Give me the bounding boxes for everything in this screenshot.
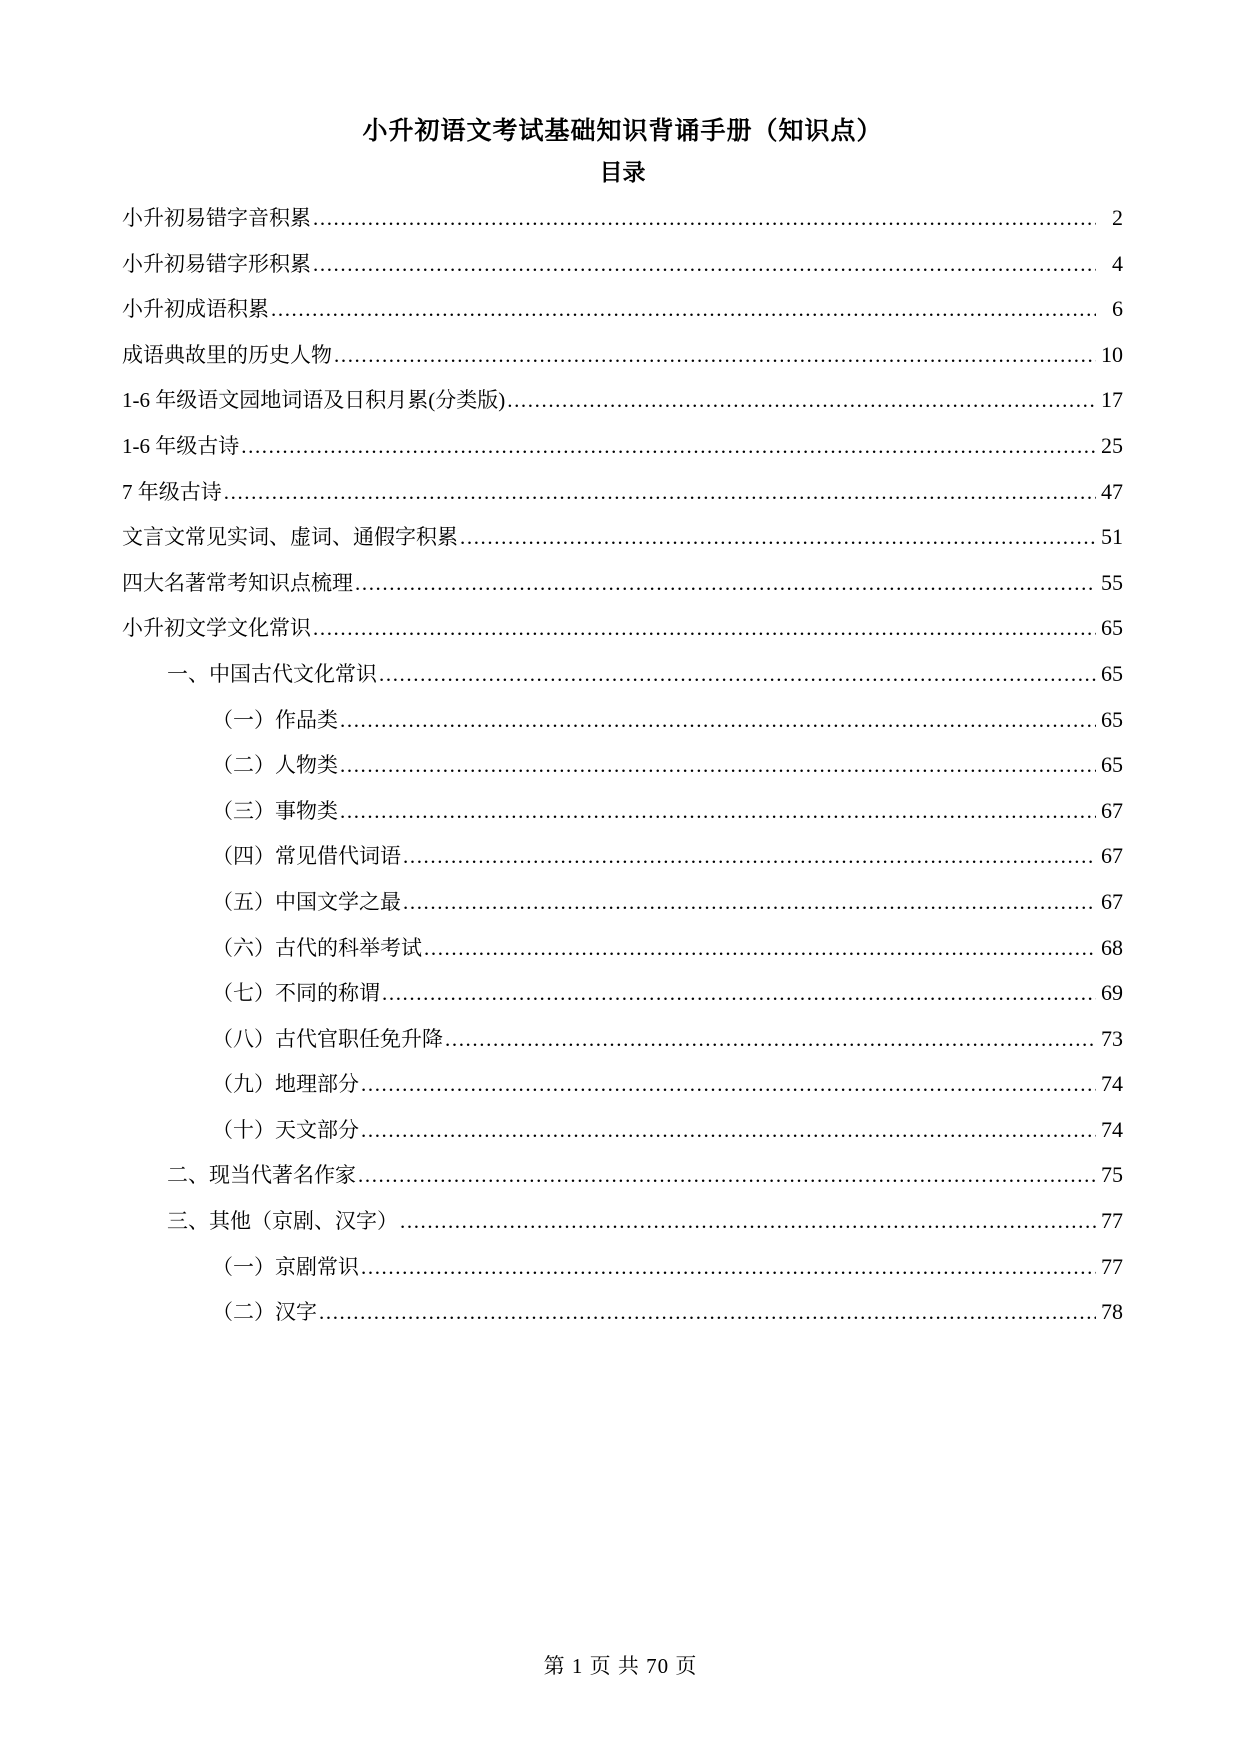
toc-entry[interactable]	[122, 1068, 1123, 1114]
toc-entry[interactable]	[122, 430, 1123, 476]
toc-leader-dots	[313, 616, 1096, 641]
toc-entry[interactable]	[122, 658, 1123, 704]
page-footer: 第 1 页 共 70 页	[543, 1654, 698, 1678]
toc-entry-page: 4	[1112, 250, 1123, 276]
toc-entry[interactable]	[122, 1205, 1123, 1251]
toc-entry-label: （三）事物类	[212, 798, 338, 823]
toc-entry-page: 77	[1101, 1208, 1123, 1234]
toc-leader-dots	[361, 1118, 1096, 1143]
toc-leader-dots	[355, 571, 1096, 596]
toc-leader-dots	[403, 844, 1096, 869]
toc-entry-page: 65	[1101, 660, 1123, 686]
toc-entry-page: 55	[1101, 569, 1123, 595]
toc-entry-page: 10	[1101, 341, 1123, 367]
toc-entry[interactable]	[122, 1251, 1123, 1297]
toc-entry-page: 47	[1101, 478, 1123, 504]
toc-entry-label: 7 年级古诗	[122, 479, 222, 504]
page-content	[122, 0, 1123, 1342]
toc-entry[interactable]	[122, 840, 1123, 886]
toc-entry-label: 1-6 年级古诗	[122, 433, 240, 458]
toc-entry-label: 二、现当代著名作家	[167, 1163, 356, 1188]
toc-entry-label: 1-6 年级语文园地词语及日积月累(分类版)	[122, 388, 506, 413]
toc-entry-page: 78	[1101, 1299, 1123, 1325]
toc-entry[interactable]	[122, 202, 1123, 248]
toc-entry-label: （五）中国文学之最	[212, 889, 401, 914]
toc-entry[interactable]	[122, 384, 1123, 430]
toc-entry-page: 51	[1101, 524, 1123, 550]
toc-entry[interactable]	[122, 1023, 1123, 1069]
toc-list	[122, 202, 1123, 1342]
toc-leader-dots	[358, 1163, 1096, 1188]
toc-entry[interactable]	[122, 476, 1123, 522]
toc-entry-page: 74	[1101, 1071, 1123, 1097]
toc-entry[interactable]	[122, 795, 1123, 841]
toc-leader-dots	[340, 753, 1096, 778]
toc-leader-dots	[224, 480, 1096, 505]
toc-entry-page: 75	[1101, 1162, 1123, 1188]
toc-entry-label: （十）天文部分	[212, 1117, 359, 1142]
toc-entry[interactable]	[122, 612, 1123, 658]
toc-entry[interactable]	[122, 293, 1123, 339]
toc-entry-page: 65	[1101, 706, 1123, 732]
toc-leader-dots	[507, 388, 1096, 413]
toc-leader-dots	[313, 252, 1096, 277]
toc-entry-label: （六）古代的科举考试	[212, 935, 422, 960]
toc-entry[interactable]	[122, 1296, 1123, 1342]
toc-entry-page: 2	[1112, 205, 1123, 230]
toc-entry-label: （七）不同的称谓	[212, 981, 380, 1006]
toc-entry-label: （二）人物类	[212, 753, 338, 778]
toc-entry-label: 一、中国古代文化常识	[167, 661, 377, 686]
toc-leader-dots	[379, 662, 1096, 687]
toc-entry-label: 文言文常见实词、虚词、通假字积累	[122, 525, 458, 550]
toc-leader-dots	[241, 434, 1096, 459]
toc-entry-label: （一）作品类	[212, 707, 338, 732]
toc-entry[interactable]	[122, 749, 1123, 795]
toc-entry[interactable]	[122, 977, 1123, 1023]
toc-entry-page: 65	[1101, 752, 1123, 778]
toc-entry-page: 69	[1101, 980, 1123, 1006]
toc-leader-dots	[313, 206, 1096, 231]
toc-entry-page: 68	[1101, 934, 1123, 960]
toc-entry[interactable]	[122, 932, 1123, 978]
toc-entry-page: 74	[1101, 1116, 1123, 1142]
toc-entry-label: 小升初文学文化常识	[122, 616, 311, 641]
toc-leader-dots	[271, 297, 1096, 322]
toc-entry-label: 小升初易错字形积累	[122, 251, 311, 276]
toc-leader-dots	[361, 1255, 1096, 1280]
toc-leader-dots	[403, 890, 1096, 915]
toc-entry-label: （四）常见借代词语	[212, 844, 401, 869]
toc-entry[interactable]	[122, 1159, 1123, 1205]
toc-entry-page: 6	[1112, 296, 1123, 322]
toc-entry-page: 73	[1101, 1025, 1123, 1051]
toc-entry-page: 67	[1101, 843, 1123, 869]
document-title: 小升初语文考试基础知识背诵手册（知识点）	[362, 118, 883, 145]
toc-leader-dots	[361, 1072, 1096, 1097]
toc-entry[interactable]	[122, 248, 1123, 294]
toc-entry-label: 成语典故里的历史人物	[122, 342, 332, 367]
toc-entry-page: 25	[1101, 432, 1123, 458]
toc-leader-dots	[400, 1209, 1096, 1234]
toc-entry-page: 67	[1101, 797, 1123, 823]
toc-leader-dots	[382, 981, 1096, 1006]
toc-entry[interactable]	[122, 704, 1123, 750]
toc-leader-dots	[445, 1027, 1096, 1052]
toc-leader-dots	[319, 1300, 1096, 1325]
toc-leader-dots	[340, 708, 1096, 733]
toc-entry-label: （一）京剧常识	[212, 1254, 359, 1279]
toc-entry[interactable]	[122, 1114, 1123, 1160]
toc-leader-dots	[340, 799, 1096, 824]
toc-leader-dots	[334, 343, 1096, 368]
toc-entry-label: （二）汉字	[212, 1300, 317, 1325]
toc-entry-page: 65	[1101, 615, 1123, 641]
toc-entry-label: （八）古代官职任免升降	[212, 1026, 443, 1051]
toc-entry[interactable]	[122, 339, 1123, 385]
toc-entry-page: 17	[1101, 387, 1123, 413]
toc-entry-page: 77	[1101, 1253, 1123, 1279]
toc-leader-dots	[424, 936, 1096, 961]
toc-heading: 目录	[599, 160, 646, 185]
toc-entry-label: 三、其他（京剧、汉字）	[167, 1209, 398, 1234]
toc-entry[interactable]	[122, 567, 1123, 613]
toc-entry-label: 小升初成语积累	[122, 297, 269, 322]
toc-entry[interactable]	[122, 886, 1123, 932]
toc-leader-dots	[460, 525, 1096, 550]
toc-entry-label: 四大名著常考知识点梳理	[122, 570, 353, 595]
toc-entry-page: 67	[1101, 888, 1123, 914]
toc-entry-label: （九）地理部分	[212, 1072, 359, 1097]
toc-entry[interactable]	[122, 521, 1123, 567]
toc-entry-label: 小升初易错字音积累	[122, 206, 311, 230]
